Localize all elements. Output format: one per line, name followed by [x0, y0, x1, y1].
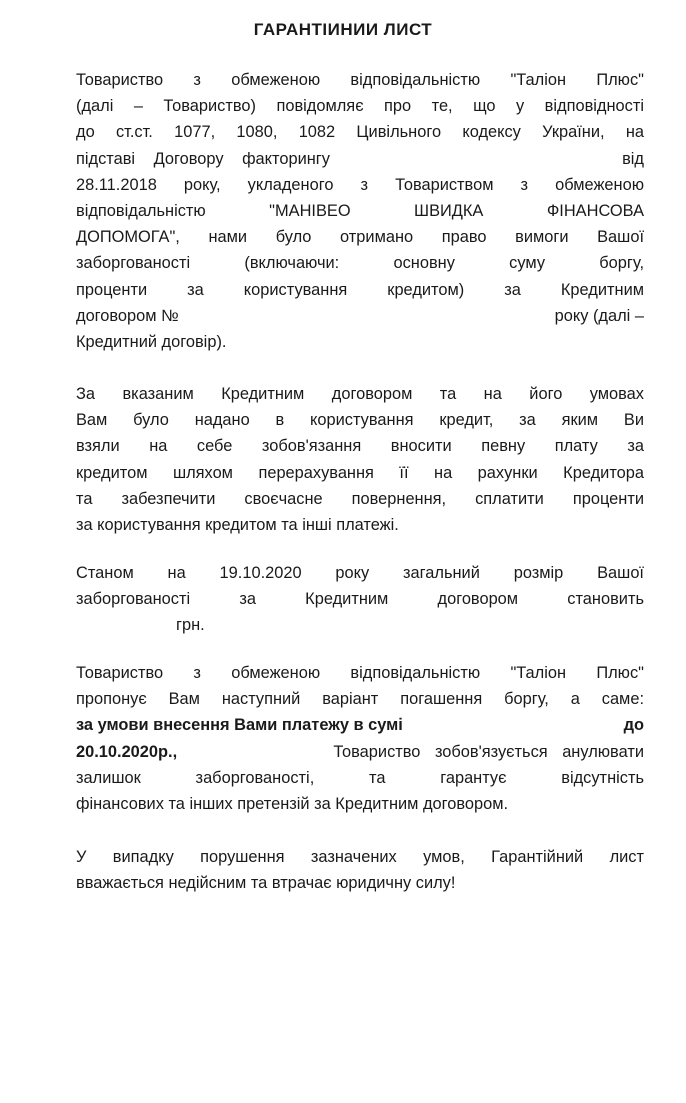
text-line: та забезпечити своєчасне повернення, сплатити проценти: [76, 489, 644, 508]
text-line: [76, 303, 644, 329]
text-line: ДОПОМОГА", нами було отримано право вимоги Вашої: [76, 228, 644, 247]
text-line: фінансових та інших претензій за Кредитним договором.: [76, 795, 509, 814]
text-line: Вам було надано в користування кредит, за яким Ви: [76, 411, 644, 430]
text-line: [76, 146, 644, 172]
text-line: проценти за користування кредитом) за Кредитним: [76, 280, 644, 299]
text-line: кредитом шляхом перерахування її на рахунки Кредитора: [76, 463, 644, 482]
text-segment: від: [622, 149, 644, 168]
text-line: Товариство з обмеженою відповідальністю "Таліон Плюс": [76, 71, 644, 89]
text-line: У випадку порушення зазначених умов, Гарантійний лист: [76, 848, 644, 866]
text-segment: року (далі –: [554, 306, 644, 325]
text-line: пропонує Вам наступний варіант погашення боргу, а саме:: [76, 690, 644, 709]
text-line: до ст.ст. 1077, 1080, 1082 Цивільного кодексу України, на: [76, 123, 644, 142]
text-line: залишок заборгованості, та гарантує відсутність: [76, 768, 644, 787]
paragraph-validity-condition: [76, 844, 644, 896]
text-line: [76, 712, 644, 738]
text-line: за користування кредитом та інші платежі.: [76, 516, 399, 535]
text-line: відповідальністю "МАНІВЕО ШВИДКА ФІНАНСОВА: [76, 202, 644, 221]
text-line: 28.11.2018 року, укладеного з Товариством з обмеженою: [76, 175, 644, 194]
paragraph-repayment-offer: [76, 660, 644, 817]
text-line: Станом на 19.10.2020 року загальний розмір Вашої: [76, 564, 644, 582]
text-line: [76, 612, 644, 638]
text-segment: до: [623, 716, 644, 735]
paragraph-assignment-notice: [76, 67, 644, 355]
deadline-date: 20.10.2020р.,: [76, 742, 178, 761]
text-segment: підставі Договору факторингу: [76, 149, 330, 168]
text-segment: Товариство зобов'язується анулювати: [333, 742, 644, 761]
text-line: заборгованості (включаючи: основну суму боргу,: [76, 254, 644, 273]
paragraph-credit-terms: [76, 381, 644, 538]
text-line: Кредитний договір).: [76, 333, 227, 352]
currency-label: грн.: [176, 616, 205, 635]
redacted-amount: [76, 614, 176, 630]
text-line: Товариство з обмеженою відповідальністю "Таліон Плюс": [76, 664, 644, 682]
text-line: взяли на себе зобов'язання вносити певну плату за: [76, 437, 644, 456]
text-line: [76, 739, 644, 765]
text-line: заборгованості за Кредитним договором становить: [76, 590, 644, 609]
text-segment: за умови внесення Вами платежу в сумі: [76, 716, 403, 735]
text-segment: договором №: [76, 306, 179, 325]
text-line: вважається недійсним та втрачає юридичну силу!: [76, 874, 456, 893]
document-title: ГАРАНТІИНИИ ЛИСТ: [253, 20, 433, 39]
paragraph-debt-amount: [76, 560, 644, 639]
text-line: За вказаним Кредитним договором та на його умовах: [76, 385, 644, 403]
text-line: (далі – Товариство) повідомляє про те, що у відповідності: [76, 97, 644, 116]
